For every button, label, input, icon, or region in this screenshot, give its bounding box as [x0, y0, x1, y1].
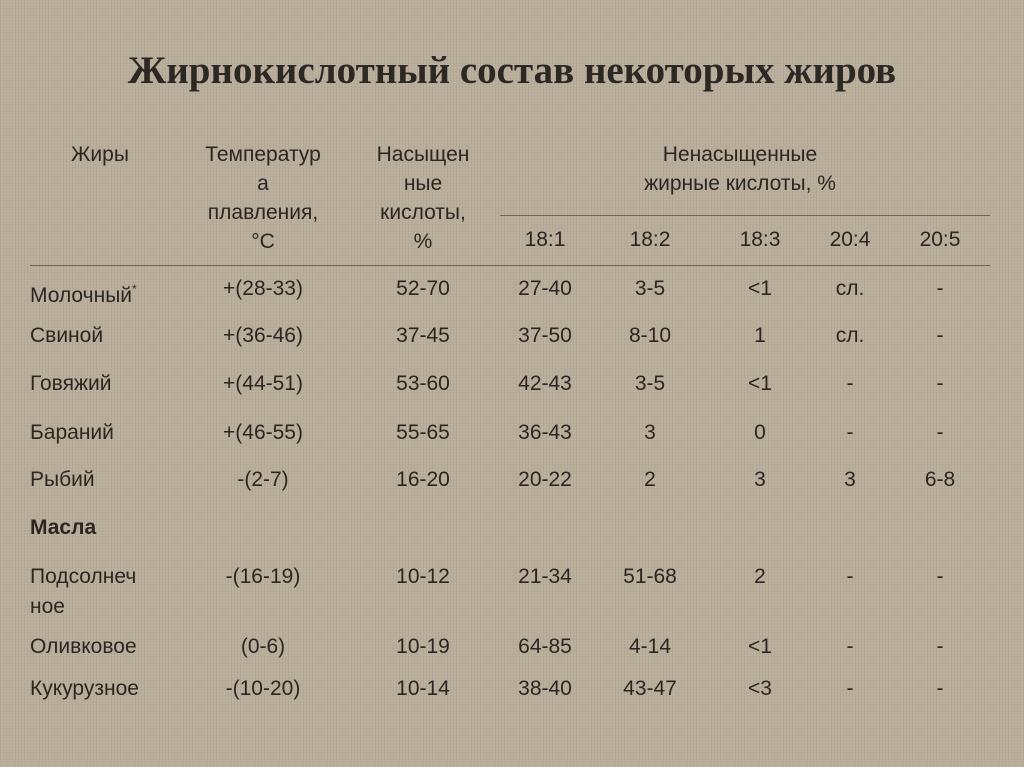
- header-saturated-line: Насыщен: [376, 143, 470, 166]
- cell-20-4: -: [846, 421, 854, 444]
- cell-18-2: 8-10: [628, 324, 672, 347]
- cell-18-1: 36-43: [518, 421, 572, 444]
- cell-20-5: -: [936, 324, 944, 347]
- header-saturated-line: кислоты,: [380, 201, 466, 224]
- table-row-name: Бараний: [30, 421, 114, 444]
- header-rule: [30, 265, 990, 266]
- cell-18-2: 2: [644, 468, 656, 491]
- page-title: Жирнокислотный состав некоторых жиров: [127, 49, 897, 92]
- cell-20-5: -: [936, 277, 944, 300]
- cell-melting: (0-6): [240, 635, 286, 658]
- cell-18-1: 38-40: [518, 677, 572, 700]
- cell-18-3: 2: [754, 565, 766, 588]
- subheader-20-5: 20:5: [919, 228, 961, 251]
- table-row-name: Рыбий: [30, 468, 95, 491]
- header-melting-line: °С: [251, 230, 275, 253]
- cell-18-3: <1: [748, 277, 772, 300]
- row-name-text: Молочный: [30, 284, 133, 307]
- cell-18-3: <1: [748, 635, 772, 658]
- cell-melting: +(36-46): [223, 324, 303, 347]
- subheader-20-4: 20:4: [829, 228, 871, 251]
- cell-20-4: 3: [844, 468, 856, 491]
- cell-20-5: 6-8: [924, 468, 956, 491]
- cell-18-3: <3: [748, 677, 772, 700]
- section-label-oils: Масла: [30, 516, 97, 539]
- cell-20-4: сл.: [835, 324, 865, 347]
- cell-saturated: 37-45: [396, 324, 450, 347]
- cell-saturated: 52-70: [396, 277, 450, 300]
- cell-18-3: <1: [748, 372, 772, 395]
- cell-20-4: -: [846, 372, 854, 395]
- header-melting-line: а: [257, 172, 269, 195]
- header-melting: [183, 140, 343, 256]
- cell-melting: -(16-19): [225, 565, 301, 588]
- cell-18-1: 64-85: [518, 635, 572, 658]
- cell-18-2: 3-5: [634, 277, 666, 300]
- footnote-mark: *: [132, 282, 137, 296]
- cell-saturated: 16-20: [396, 468, 450, 491]
- header-unsaturated: [560, 140, 920, 198]
- cell-18-3: 0: [754, 421, 766, 444]
- cell-20-5: -: [936, 565, 944, 588]
- cell-melting: +(46-55): [223, 421, 303, 444]
- cell-saturated: 53-60: [396, 372, 450, 395]
- cell-20-4: -: [846, 677, 854, 700]
- cell-18-1: 27-40: [518, 277, 572, 300]
- cell-18-2: 4-14: [628, 635, 672, 658]
- cell-18-1: 21-34: [518, 565, 572, 588]
- header-saturated: [348, 140, 498, 256]
- header-saturated-line: %: [413, 230, 433, 253]
- subheader-18-3: 18:3: [739, 228, 781, 251]
- cell-18-2: 3: [644, 421, 656, 444]
- cell-20-4: сл.: [835, 277, 865, 300]
- header-saturated-line: ные: [403, 172, 443, 195]
- cell-18-1: 42-43: [518, 372, 572, 395]
- row-name-line: Подсолнеч: [30, 565, 137, 588]
- cell-20-4: -: [846, 635, 854, 658]
- header-fats: Жиры: [71, 143, 129, 166]
- header-melting-line: плавления,: [207, 201, 319, 224]
- row-name-line: ное: [30, 595, 65, 618]
- cell-18-3: 1: [754, 324, 766, 347]
- header-melting-line: Температур: [205, 143, 321, 166]
- cell-18-2: 3-5: [634, 372, 666, 395]
- cell-saturated: 10-14: [396, 677, 450, 700]
- cell-20-5: -: [936, 677, 944, 700]
- table-row-name: Свиной: [30, 324, 104, 347]
- cell-18-2: 51-68: [623, 565, 677, 588]
- subheader-rule: [500, 215, 990, 216]
- table-row-name: [30, 562, 180, 622]
- header-unsaturated-line: жирные кислоты, %: [644, 172, 836, 195]
- cell-saturated: 10-12: [396, 565, 450, 588]
- subheader-18-2: 18:2: [629, 228, 671, 251]
- table-row-name: Говяжий: [30, 372, 112, 395]
- table-row-name: Кукурузное: [30, 677, 139, 700]
- cell-melting: +(44-51): [223, 372, 303, 395]
- cell-melting: +(28-33): [223, 277, 303, 300]
- cell-20-4: -: [846, 565, 854, 588]
- table-row-name: [30, 274, 180, 311]
- cell-melting: -(2-7): [237, 468, 289, 491]
- cell-18-1: 20-22: [518, 468, 572, 491]
- header-unsaturated-line: Ненасыщенные: [662, 143, 818, 166]
- cell-20-5: -: [936, 635, 944, 658]
- cell-saturated: 55-65: [396, 421, 450, 444]
- cell-18-1: 37-50: [518, 324, 572, 347]
- subheader-18-1: 18:1: [524, 228, 566, 251]
- cell-20-5: -: [936, 372, 944, 395]
- cell-saturated: 10-19: [396, 635, 450, 658]
- cell-18-3: 3: [754, 468, 766, 491]
- cell-18-2: 43-47: [623, 677, 677, 700]
- cell-20-5: -: [936, 421, 944, 444]
- cell-melting: -(10-20): [225, 677, 301, 700]
- table-row-name: Оливковое: [30, 635, 137, 658]
